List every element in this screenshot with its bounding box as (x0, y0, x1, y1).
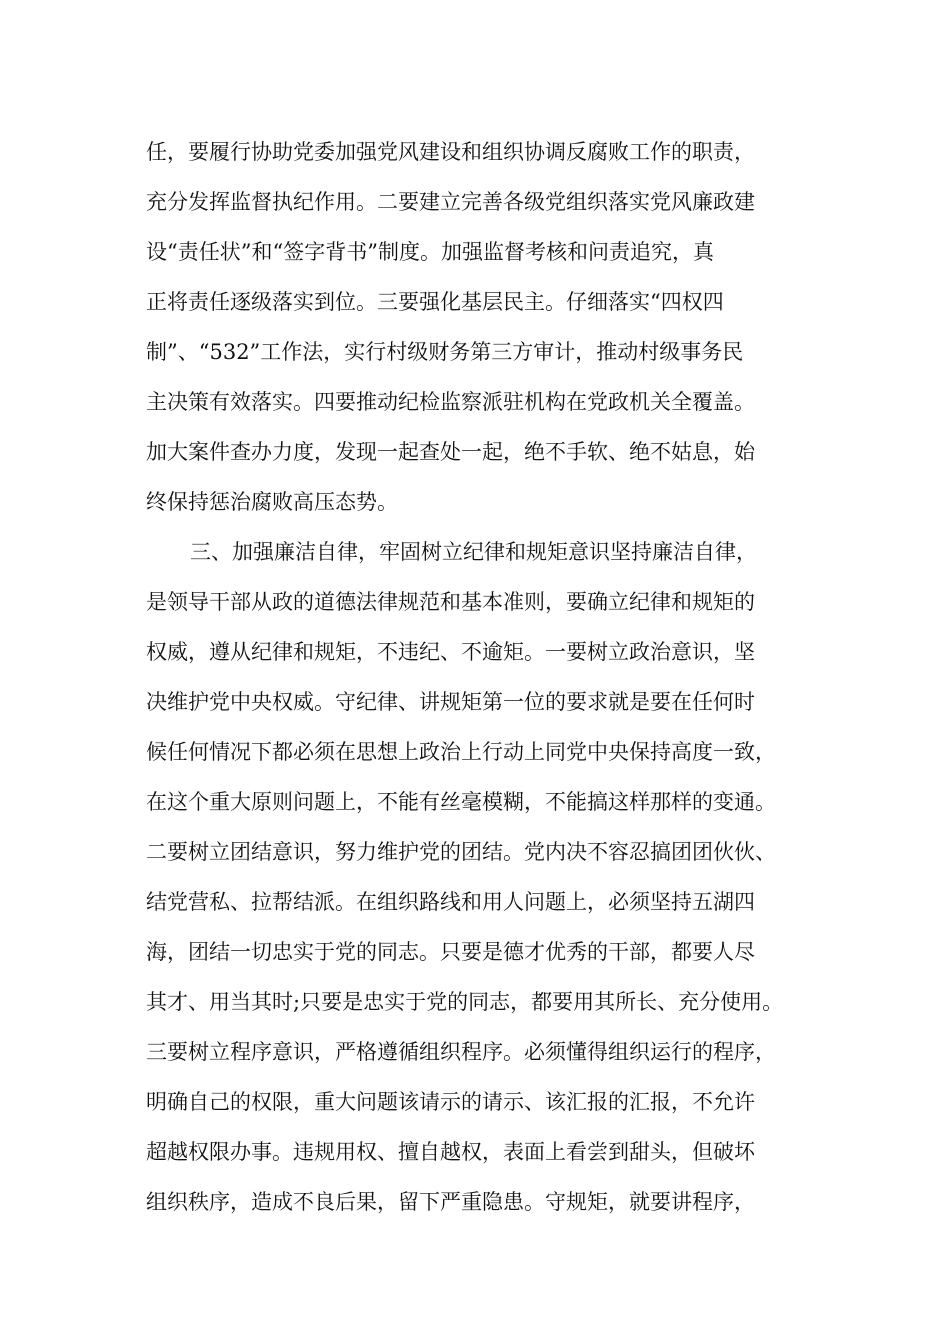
text-line: 正将责任逐级落实到位。三要强化基层民主。仔细落实“四权四 (146, 290, 724, 314)
text-line: 制”、“532”工作法，实行村级财务第三方审计，推动村级事务民 (146, 340, 744, 364)
text-line: 其才、用当其时;只要是忠实于党的同志，都要用其所长、充分使用。 (146, 990, 784, 1014)
paragraph-section-three (146, 527, 826, 1227)
text-line: 超越权限办事。违规用权、擅自越权，表面上看尝到甜头，但破坏 (146, 1140, 755, 1164)
text-line: 在这个重大原则问题上，不能有丝毫模糊，不能搞这样那样的变通。 (146, 790, 776, 814)
text-line: 权威，遵从纪律和规矩，不违纪、不逾矩。一要树立政治意识，坚 (146, 640, 755, 664)
text-line: 加大案件查办力度，发现一起查处一起，绝不手软、绝不姑息，始 (146, 440, 755, 464)
text-line: 任，要履行协助党委加强党风建设和组织协调反腐败工作的职责， (146, 140, 755, 164)
text-line: 是领导干部从政的道德法律规范和基本准则，要确立纪律和规矩的 (146, 590, 755, 614)
paragraph-continued (146, 127, 826, 527)
text-line: 候任何情况下都必须在思想上政治上行动上同党中央保持高度一致， (146, 740, 776, 764)
text-line: 决维护党中央权威。守纪律、讲规矩第一位的要求就是要在任何时 (146, 690, 755, 714)
text-line: 海，团结一切忠实于党的同志。只要是德才优秀的干部，都要人尽 (146, 940, 755, 964)
text-line: 设“责任状”和“签字背书”制度。加强监督考核和问责追究，真 (146, 240, 714, 264)
text-line: 终保持惩治腐败高压态势。 (146, 490, 398, 514)
text-line: 组织秩序，造成不良后果，留下严重隐患。守规矩，就要讲程序， (146, 1190, 755, 1214)
text-line: 明确自己的权限，重大问题该请示的请示、该汇报的汇报，不允许 (146, 1090, 755, 1114)
text-line: 充分发挥监督执纪作用。二要建立完善各级党组织落实党风廉政建 (146, 190, 755, 214)
section-heading-line: 三、加强廉洁自律，牢固树立纪律和规矩意识坚持廉洁自律， (190, 540, 757, 564)
text-line: 三要树立程序意识，严格遵循组织程序。必须懂得组织运行的程序， (146, 1040, 776, 1064)
text-line: 二要树立团结意识，努力维护党的团结。党内决不容忍搞团团伙伙、 (146, 840, 776, 864)
text-line: 结党营私、拉帮结派。在组织路线和用人问题上，必须坚持五湖四 (146, 890, 755, 914)
text-line: 主决策有效落实。四要推动纪检监察派驻机构在党政机关全覆盖。 (146, 390, 755, 414)
